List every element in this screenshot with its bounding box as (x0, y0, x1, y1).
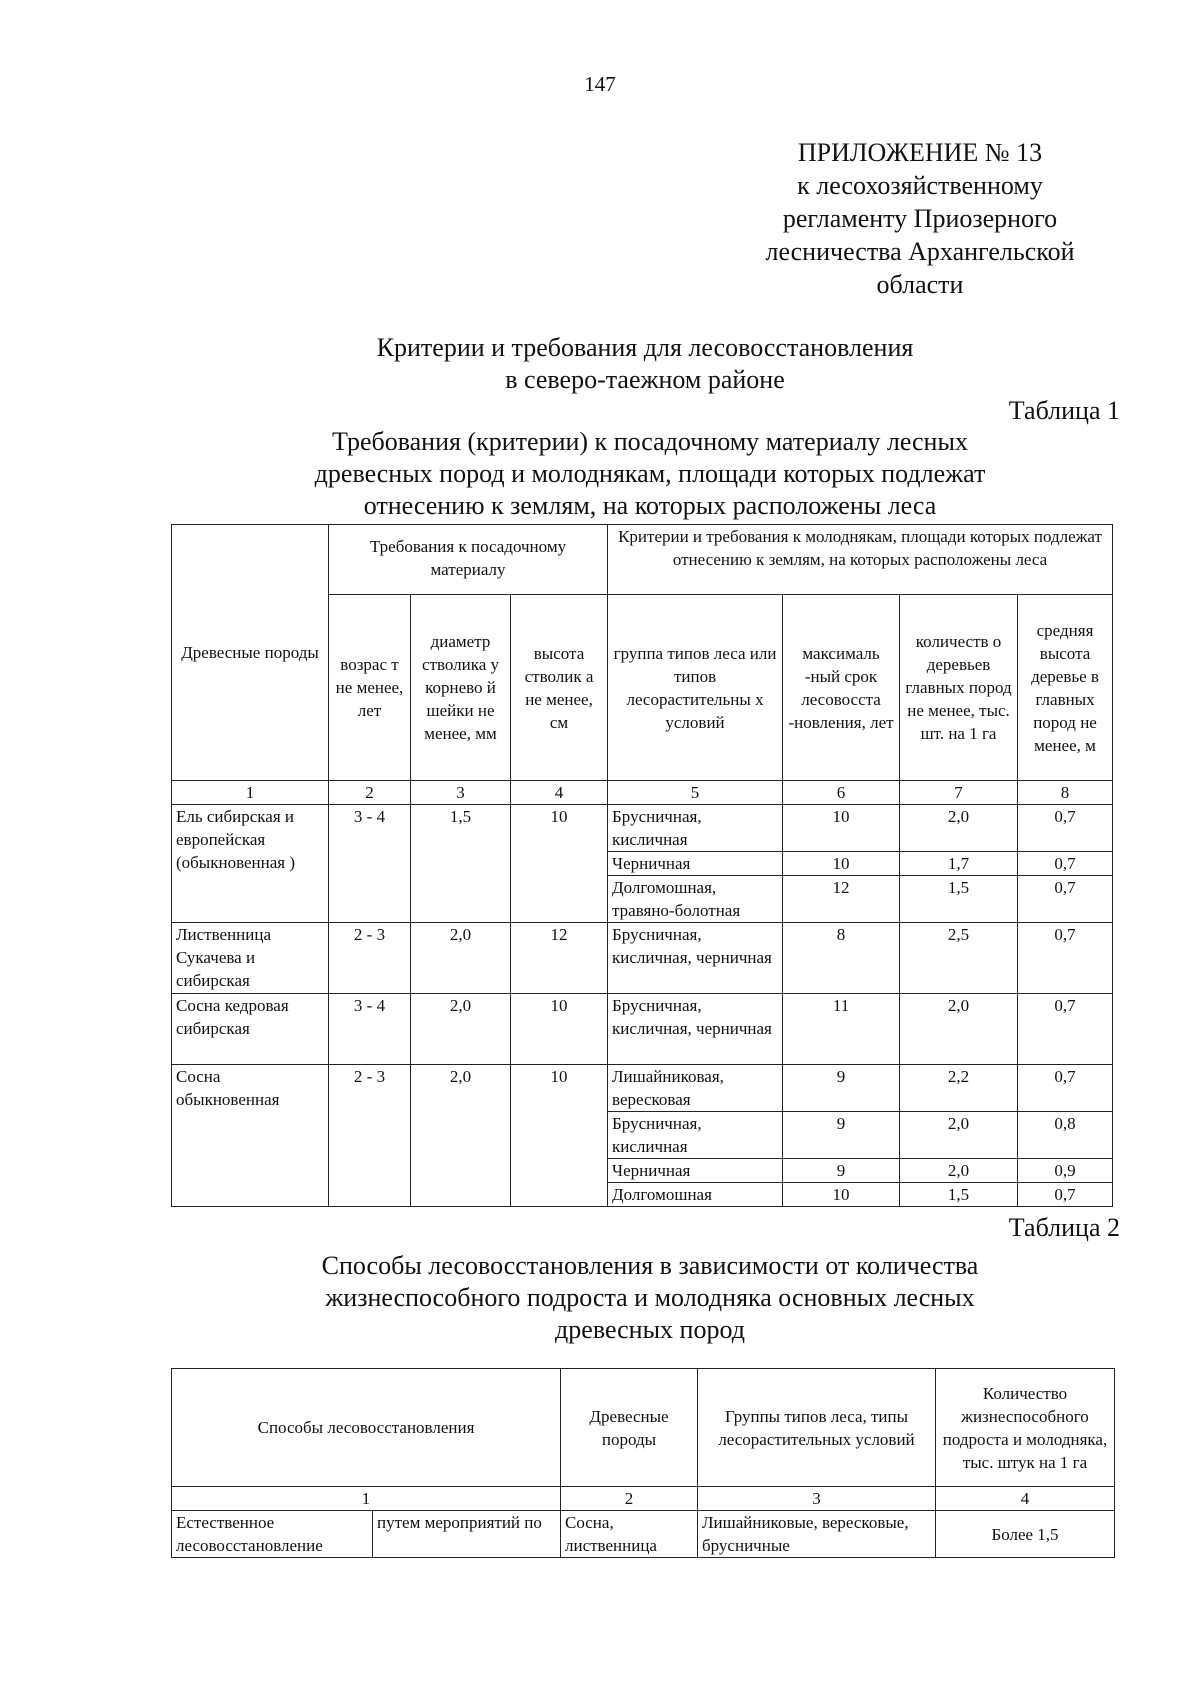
term-cell: 9 (783, 1112, 900, 1159)
appendix-title: ПРИЛОЖЕНИЕ № 13 (797, 138, 1043, 167)
forest-type-cell: Брусничная, кисличная (608, 1112, 783, 1159)
diameter-cell: 2,0 (411, 994, 511, 1065)
forest-type-cell: Черничная (608, 852, 783, 876)
table1-caption (240, 426, 1060, 522)
table-row (172, 994, 1113, 1065)
forest-type-cell: Долгомошная, травяно-болотная (608, 876, 783, 923)
reforestation-methods-table (171, 1368, 1115, 1558)
term-cell: 10 (783, 1183, 900, 1207)
avg-height-cell: 0,7 (1018, 876, 1113, 923)
column-number: 1 (172, 1487, 561, 1511)
appendix-block (700, 136, 1140, 301)
diameter-cell: 2,0 (411, 1065, 511, 1207)
header-young-stands: Критерии и требования к молоднякам, площади которых подлежат отнесению к землям, на которых расположены леса (608, 525, 1113, 595)
quantity-cell: Более 1,5 (936, 1511, 1115, 1558)
title-line: в северо-таежном районе (505, 365, 785, 394)
column-number: 2 (561, 1487, 698, 1511)
count-cell: 2,0 (900, 994, 1018, 1065)
header-planting-material: Требования к посадочному материалу (329, 525, 608, 595)
count-cell: 2,0 (900, 1112, 1018, 1159)
caption-line: древесных пород (555, 1315, 745, 1344)
count-cell: 1,5 (900, 876, 1018, 923)
table-row (172, 805, 1113, 852)
species-cell: Сосна обыкновенная (172, 1065, 329, 1207)
count-cell: 2,5 (900, 923, 1018, 994)
term-cell: 10 (783, 852, 900, 876)
species-cell: Сосна, лиственница (561, 1511, 698, 1558)
document-title (0, 332, 1200, 396)
column-number: 8 (1018, 781, 1113, 805)
forest-type-cell: Брусничная, кисличная (608, 805, 783, 852)
header-diameter: диаметр стволика у корнево й шейки не менее, мм (411, 595, 511, 781)
column-number: 2 (329, 781, 411, 805)
forest-groups-cell: Лишайниковые, вересковые, брусничные (698, 1511, 936, 1558)
table2-label: Таблица 2 (1008, 1213, 1120, 1242)
title-line: Критерии и требования для лесовосстановления (376, 333, 914, 362)
appendix-line: области (876, 270, 964, 299)
height-cell: 10 (511, 805, 608, 923)
term-cell: 11 (783, 994, 900, 1065)
height-cell: 10 (511, 994, 608, 1065)
age-cell: 3 - 4 (329, 805, 411, 923)
header-height: высота стволик а не менее, см (511, 595, 608, 781)
header-forest-groups: Группы типов леса, типы лесорастительных условий (698, 1369, 936, 1487)
header-age: возрас т не менее, лет (329, 595, 411, 781)
species-cell: Ель сибирская и европейская (обыкновенная ) (172, 805, 329, 923)
forest-type-cell: Брусничная, кисличная, черничная (608, 923, 783, 994)
age-cell: 3 - 4 (329, 994, 411, 1065)
header-tree-count: количеств о деревьев главных пород не менее, тыс. шт. на 1 га (900, 595, 1018, 781)
age-cell: 2 - 3 (329, 1065, 411, 1207)
term-cell: 9 (783, 1065, 900, 1112)
forest-type-cell: Брусничная, кисличная, черничная (608, 994, 783, 1065)
avg-height-cell: 0,7 (1018, 923, 1113, 994)
term-cell: 12 (783, 876, 900, 923)
header-forest-type: группа типов леса или типов лесорастительны х условий (608, 595, 783, 781)
term-cell: 10 (783, 805, 900, 852)
header-avg-height: средняя высота деревье в главных пород не менее, м (1018, 595, 1113, 781)
caption-line: жизнеспособного подроста и молодняка основных лесных (325, 1283, 975, 1312)
count-cell: 2,0 (900, 805, 1018, 852)
caption-line: древесных пород и молоднякам, площади которых подлежат (314, 459, 986, 488)
height-cell: 10 (511, 1065, 608, 1207)
avg-height-cell: 0,7 (1018, 805, 1113, 852)
method-cell: Естественное лесовосстановление (172, 1511, 373, 1558)
table-row (172, 1511, 1115, 1558)
avg-height-cell: 0,7 (1018, 852, 1113, 876)
term-cell: 8 (783, 923, 900, 994)
avg-height-cell: 0,7 (1018, 994, 1113, 1065)
header-quantity: Количество жизнеспособного подроста и молодняка, тыс. штук на 1 га (936, 1369, 1115, 1487)
column-number: 6 (783, 781, 900, 805)
planting-requirements-table (171, 524, 1113, 1207)
appendix-line: к лесохозяйственному (797, 171, 1043, 200)
header-methods: Способы лесовосстановления (172, 1369, 561, 1487)
caption-line: Способы лесовосстановления в зависимости от количества (321, 1251, 979, 1280)
avg-height-cell: 0,7 (1018, 1065, 1113, 1112)
species-cell: Лиственница Сукачева и сибирская (172, 923, 329, 994)
appendix-line: регламенту Приозерного (782, 204, 1058, 233)
column-number: 5 (608, 781, 783, 805)
table2-caption (240, 1250, 1060, 1346)
column-number: 3 (411, 781, 511, 805)
page-number: 147 (584, 72, 616, 96)
caption-line: Требования (критерии) к посадочному материалу лесных (332, 427, 968, 456)
column-number: 7 (900, 781, 1018, 805)
diameter-cell: 2,0 (411, 923, 511, 994)
count-cell: 2,2 (900, 1065, 1018, 1112)
age-cell: 2 - 3 (329, 923, 411, 994)
diameter-cell: 1,5 (411, 805, 511, 923)
table1-label: Таблица 1 (1008, 396, 1120, 425)
avg-height-cell: 0,7 (1018, 1183, 1113, 1207)
header-species: Древесные породы (561, 1369, 698, 1487)
species-cell: Сосна кедровая сибирская (172, 994, 329, 1065)
forest-type-cell: Лишайниковая, вересковая (608, 1065, 783, 1112)
method-detail-cell: путем мероприятий по (373, 1511, 561, 1558)
forest-type-cell: Долгомошная (608, 1183, 783, 1207)
table-row (172, 923, 1113, 994)
height-cell: 12 (511, 923, 608, 994)
avg-height-cell: 0,9 (1018, 1159, 1113, 1183)
appendix-line: лесничества Архангельской (765, 237, 1075, 266)
count-cell: 1,5 (900, 1183, 1018, 1207)
column-number: 4 (936, 1487, 1115, 1511)
table-row (172, 1065, 1113, 1112)
count-cell: 1,7 (900, 852, 1018, 876)
caption-line: отнесению к землям, на которых расположены леса (363, 491, 937, 520)
avg-height-cell: 0,8 (1018, 1112, 1113, 1159)
forest-type-cell: Черничная (608, 1159, 783, 1183)
column-number: 4 (511, 781, 608, 805)
term-cell: 9 (783, 1159, 900, 1183)
header-species: Древесные породы (172, 525, 329, 781)
column-number: 3 (698, 1487, 936, 1511)
column-number: 1 (172, 781, 329, 805)
count-cell: 2,0 (900, 1159, 1018, 1183)
header-max-term: максималь -ный срок лесовосста -новления, лет (783, 595, 900, 781)
